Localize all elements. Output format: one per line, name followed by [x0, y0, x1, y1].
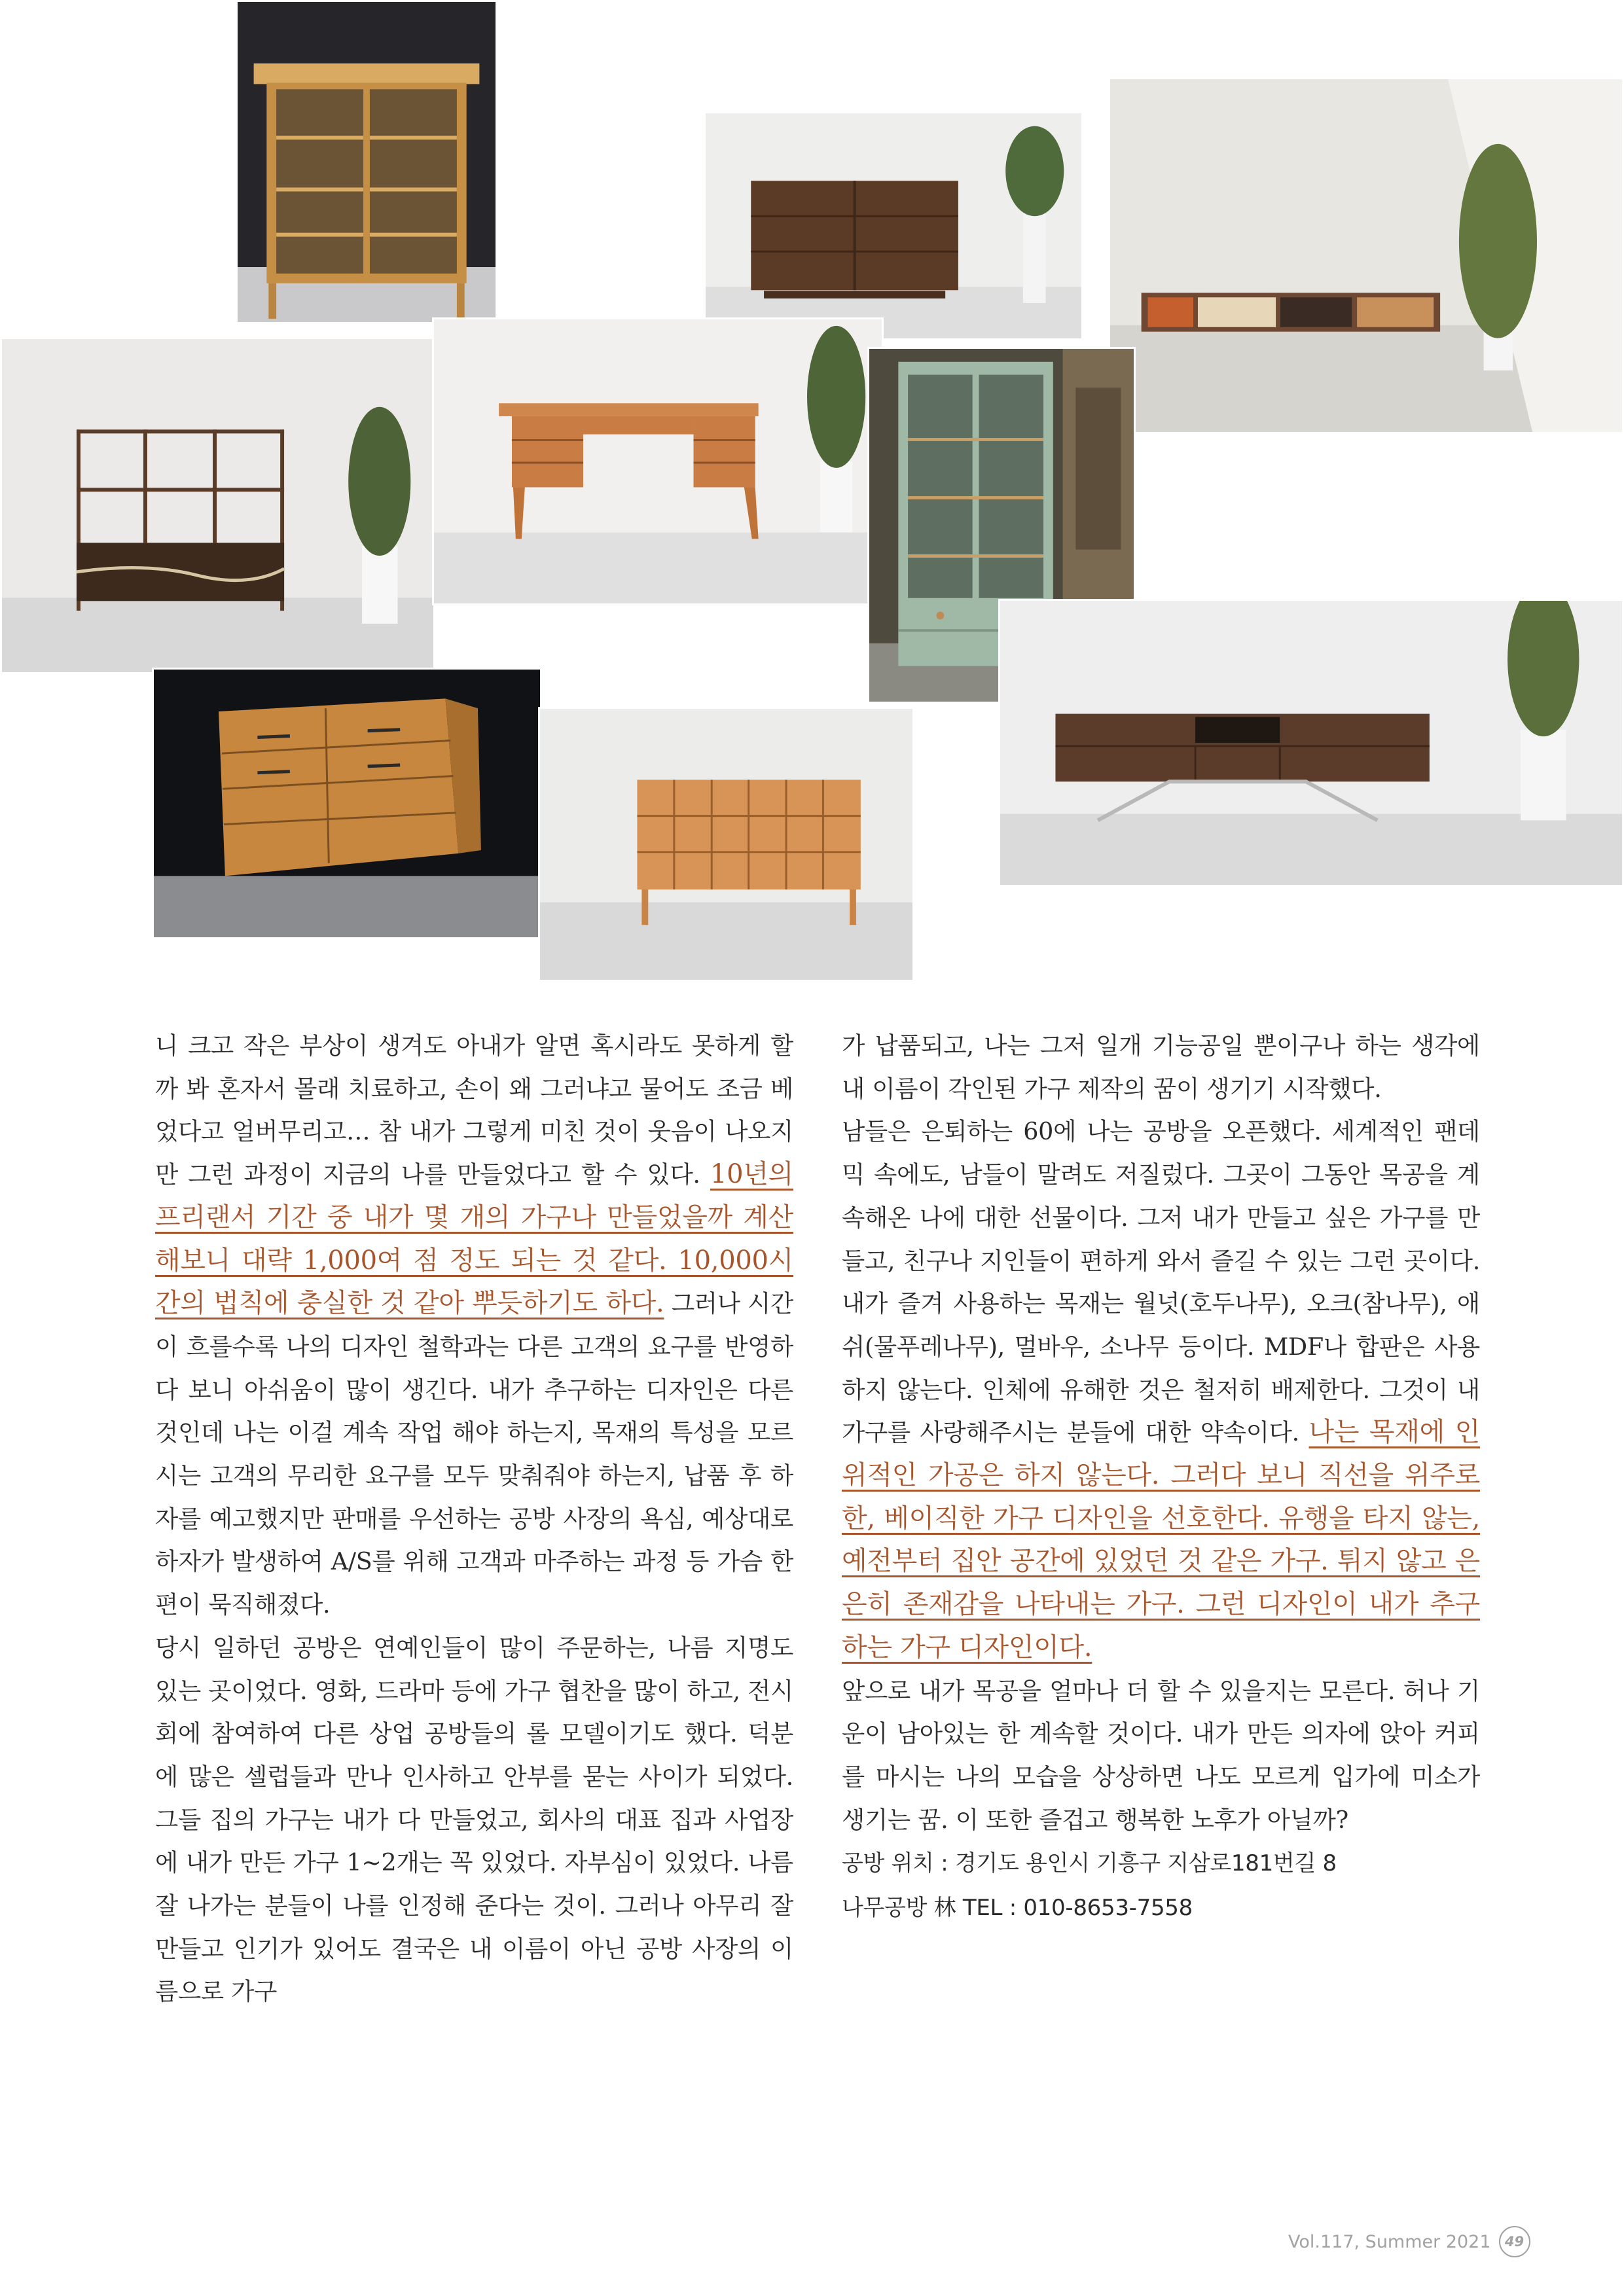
left-paragraph-2: 당시 일하던 공방은 연예인들이 많이 주문하는, 나름 지명도 있는 곳이었다. 영화, 드라마 등에 가구 협찬을 많이 하고, 전시회에 참여하여 다른 상업 공방들의 롤 모델이기도 했다. 덕분에 많은 셀럽들과 만나 인사하고 안부를 묻는 사이가 되었다. 그들 집의 가구는 내가 다 만들었고, 회사의 대표 집과 사업장에 내가 만든 가구 1~2개는 꼭 있었다. 자부심이 있었다. 나름 잘 나가는 분들이 나를 인정해 준다는 것이. 그러나 아무리 잘 만들고 인기가 있어도 결국은 내 이름이 아닌 공방 사장의 이름으로 가구 — [155, 1633, 793, 2006]
left-paragraph-1 — [155, 1024, 793, 1626]
photo-walnut-sideboard — [704, 111, 1083, 340]
photo-oak-chest — [152, 668, 542, 939]
page-folio — [1288, 2224, 1530, 2259]
right-paragraph-3: 앞으로 내가 목공을 얼마나 더 할 수 있을지는 모른다. 허나 기운이 남아있는 한 계속할 것이다. 내가 만든 의자에 앉아 커피를 마시는 나의 모습을 상상하면 나도 모르게 입가에 미소가 생기는 꿈. 이 또한 즐겁고 행복한 노후가 아닐까? — [842, 1676, 1480, 1834]
photo-room-tv-console — [1108, 77, 1624, 434]
photo-wooden-desk — [432, 317, 884, 605]
right-paragraph-2 — [842, 1110, 1480, 1669]
body-text: 그러나 시간이 흐를수록 나의 디자인 철학과는 다른 고객의 요구를 반영하다 보니 아쉬움이 많이 생긴다. 내가 추구하는 디자인은 다른 것인데 나는 이걸 계속 작업 해야 하는지, 목재의 특성을 모르시는 고객의 무리한 요구를 모두 맞춰줘야 하는지, 납품 후 하자를 예고했지만 판매를 우선하는 공방 사장의 욕심, 예상대로 하자가 발생하여 A/S를 위해 고객과 마주하는 과정 등 가슴 한편이 묵직해졌다. — [155, 1289, 793, 1619]
workshop-location: 공방 위치 : 경기도 용인시 기흥구 지삼로181번길 8 — [842, 1850, 1337, 1877]
photo-walnut-tv-console — [998, 599, 1624, 887]
photo-live-edge-shelf — [0, 337, 435, 674]
issue-label: Vol.117, Summer 2021 — [1288, 2231, 1491, 2252]
right-column — [842, 1024, 1480, 1930]
photo-apothecary-chest — [538, 707, 914, 982]
highlight-quote: 10년의 프리랜서 기간 중 내가 몇 개의 가구나 만들었을까 계산해보니 대략 1,000여 점 정도 되는 것 같다. 10,000시간의 법칙에 충실한 것 같아 뿌듯하기도 하다. — [155, 1159, 793, 1319]
right-paragraph-1: 가 납품되고, 나는 그저 일개 기능공일 뿐이구나 하는 생각에 내 이름이 각인된 가구 제작의 꿈이 생기기 시작했다. — [842, 1031, 1480, 1103]
photo-glass-cabinet — [236, 0, 497, 324]
left-column — [155, 1024, 793, 2013]
body-text: 남들은 은퇴하는 60에 나는 공방을 오픈했다. 세계적인 팬데믹 속에도, 남들이 말려도 저질렀다. 그곳이 그동안 목공을 계속해온 나에 대한 선물이다. 그저 내가 만들고 싶은 가구를 만들고, 친구나 지인들이 편하게 와서 즐길 수 있는 그런 곳이다. 내가 즐겨 사용하는 목재는 월넛(호두나무), 오크(참나무), 애쉬(물푸레나무), 멀바우, 소나무 등이다. MDF나 합판은 사용하지 않는다. 인체에 유해한 것은 철저히 배제한다. 그것이 내 가구를 사랑해주시는 분들에 대한 약속이다. — [842, 1117, 1480, 1447]
body-text: 니 크고 작은 부상이 생겨도 아내가 알면 혹시라도 못하게 할까 봐 혼자서 몰래 치료하고, 손이 왜 그러냐고 물어도 조금 베었다고 얼버무리고… 참 내가 그렇게 미친 것이 웃음이 나오지만 그런 과정이 지금의 나를 만들었다고 할 수 있다. — [155, 1031, 793, 1189]
workshop-contact: 나무공방 林 TEL : 010-8653-7558 — [842, 1895, 1193, 1922]
highlight-quote: 나는 목재에 인위적인 가공은 하지 않는다. 그러다 보니 직선을 위주로 한, 베이직한 가구 디자인을 선호한다. 유행을 타지 않는, 예전부터 집안 공간에 있었던 것 같은 가구. 튀지 않고 은은히 존재감을 나타내는 가구. 그런 디자인이 내가 추구하는 가구 디자인이다. — [842, 1417, 1481, 1662]
page-number: 49 — [1499, 2226, 1530, 2257]
